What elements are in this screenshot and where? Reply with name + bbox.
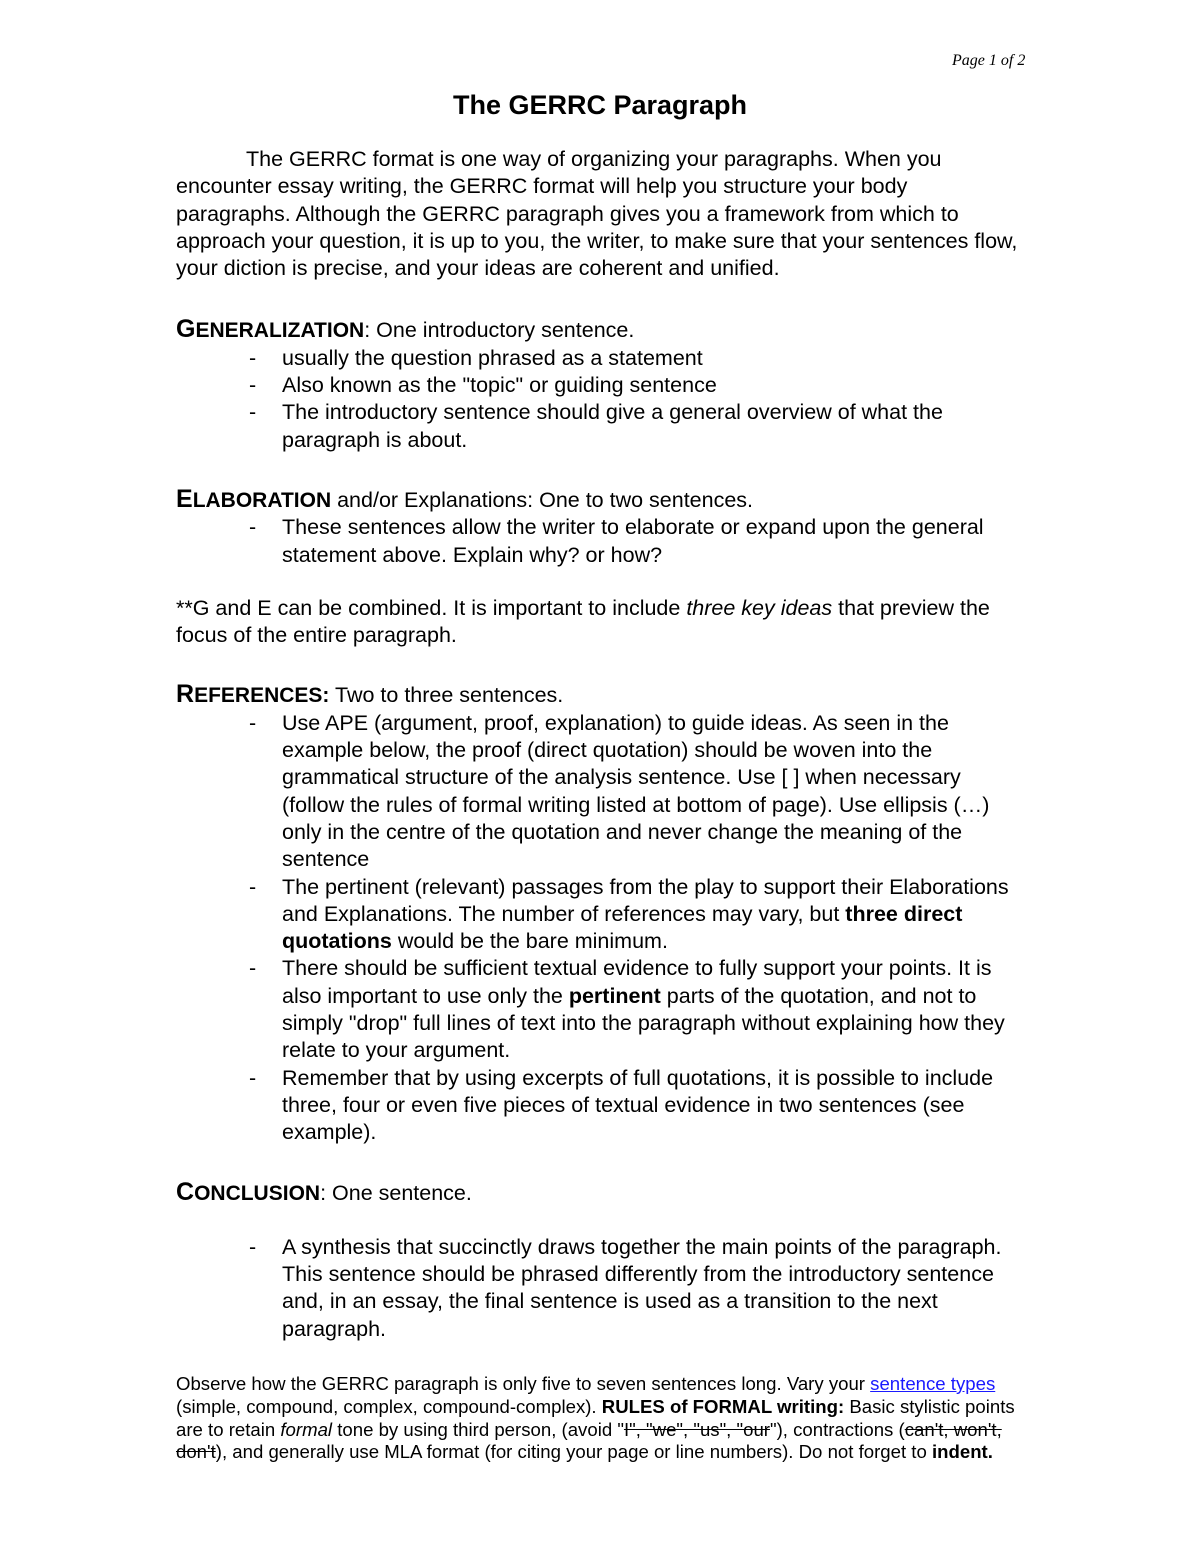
references-heading <box>176 681 1026 709</box>
rules-text: (simple, compound, complex, compound-complex). <box>176 1395 602 1417</box>
generalization-list <box>176 345 1026 454</box>
conclusion-heading <box>176 1179 1026 1207</box>
elaboration-desc: and/or Explanations: One to two sentences. <box>331 487 754 512</box>
bullet-bold: pertinent <box>568 983 661 1008</box>
bullet-text: The introductory sentence should give a general overview of what the paragraph is about. <box>282 400 943 452</box>
conclusion-desc: : One sentence. <box>320 1180 472 1205</box>
elaboration-list <box>176 514 1026 569</box>
bullet-dash: - <box>249 1065 257 1090</box>
rules-text: "), contractions ( <box>769 1418 905 1440</box>
elaboration-label: LABORATION <box>192 488 332 512</box>
document-body <box>176 146 1026 1464</box>
list-item <box>176 514 1026 569</box>
bullet-text: These sentences allow the writer to elaborate or expand upon the general statement above. Explain why? or how? <box>282 515 984 567</box>
bullet-dash: - <box>249 956 257 981</box>
indent-emphasis: indent. <box>931 1441 993 1463</box>
bullet-dash: - <box>249 515 257 540</box>
spacer <box>176 1207 1026 1234</box>
conclusion-list <box>176 1234 1026 1343</box>
bullet-text: A synthesis that succinctly draws together the main points of the paragraph. This sentence should be phrased differently from the introductory sentence and, in an essay, the final sentence is used as a transition to the next paragraph. <box>282 1234 1002 1341</box>
note-text: **G and E can be combined. It is important to include <box>176 595 687 620</box>
note-text-end: that preview the focus of the entire paragraph. <box>176 595 990 648</box>
list-item <box>176 345 1026 372</box>
conclusion-label: ONCLUSION <box>194 1181 321 1205</box>
note-emphasis: three key ideas <box>686 595 833 620</box>
combination-note <box>176 595 1026 650</box>
list-item <box>176 1234 1026 1343</box>
generalization-initial: G <box>176 315 196 344</box>
list-item <box>176 874 1026 956</box>
bullet-text-end: would be the bare minimum. <box>391 929 668 954</box>
generalization-heading <box>176 316 1026 344</box>
references-label: EFERENCES: <box>194 684 330 708</box>
generalization-desc: : One introductory sentence. <box>364 318 635 343</box>
bullet-text: The pertinent (relevant) passages from the play to support their Elaborations and Explanations. The number of references may vary, but <box>282 874 1009 926</box>
list-item <box>176 399 1026 454</box>
bullet-dash: - <box>249 874 257 899</box>
rules-text: tone by using third person, (avoid " <box>332 1418 624 1440</box>
elaboration-initial: E <box>176 484 193 513</box>
references-initial: R <box>176 680 195 709</box>
rules-heading: RULES of FORMAL writing: <box>601 1395 845 1417</box>
intro-paragraph: The GERRC format is one way of organizing your paragraphs. When you encounter essay writing, the GERRC format will help you structure your body paragraphs. Although the GERRC paragraph gives you a framework from which to approach your question, it is up to you, the writer, to make sure that your sentences flow, your diction is precise, and your ideas are coherent and unified. <box>176 147 1018 281</box>
references-list <box>176 710 1026 1147</box>
bullet-dash: - <box>249 345 257 370</box>
formal-writing-rules <box>176 1373 1026 1464</box>
list-item <box>176 955 1026 1064</box>
list-item <box>176 372 1026 399</box>
page-number: Page 1 of 2 <box>952 52 1026 69</box>
rules-text: Basic stylistic points are to retain <box>176 1395 1015 1440</box>
list-item <box>176 710 1026 874</box>
conclusion-initial: C <box>176 1177 195 1206</box>
bullet-text: Also known as the "topic" or guiding sentence <box>282 373 717 398</box>
bullet-text: There should be sufficient textual evidence to fully support your points. It is also important to use only the <box>282 956 992 1008</box>
generalization-label: ENERALIZATION <box>195 319 365 343</box>
list-item <box>176 1065 1026 1147</box>
bullet-dash: - <box>249 373 257 398</box>
struck-contractions: can't, won't, don't <box>176 1418 1002 1463</box>
bullet-dash: - <box>249 400 257 425</box>
sentence-types-link[interactable]: sentence types <box>870 1372 996 1394</box>
bullet-dash: - <box>249 1234 257 1259</box>
references-desc: Two to three sentences. <box>329 683 564 708</box>
bullet-text: Remember that by using excerpts of full quotations, it is possible to include three, four or even five pieces of textual evidence in two sentences (see example). <box>282 1065 994 1145</box>
bullet-dash: - <box>249 710 257 735</box>
rules-text: Observe how the GERRC paragraph is only five to seven sentences long. Vary your <box>176 1372 871 1394</box>
struck-pronouns: I", "we", "us", "our <box>623 1418 770 1440</box>
bullet-text-end: parts of the quotation, and not to simply "drop" full lines of text into the paragraph without explaining how they relate to your argument. <box>282 983 1005 1063</box>
formal-emphasis: formal <box>280 1418 333 1440</box>
bullet-text: usually the question phrased as a statement <box>282 345 703 370</box>
elaboration-heading <box>176 486 1026 514</box>
rules-text: ), and generally use MLA format (for citing your page or line numbers). Do not forget to <box>215 1441 932 1463</box>
bullet-bold: three direct quotations <box>282 901 963 954</box>
bullet-text: Use APE (argument, proof, explanation) to guide ideas. As seen in the example below, the proof (direct quotation) should be woven into the grammatical structure of the analysis sentence. Use [ ] when necessary (follow the rules of formal writing listed at bottom of page). Use ellipsis (…) only in the centre of the quotation and never change the meaning of the sentence <box>282 710 990 872</box>
document-title: The GERRC Paragraph <box>452 90 748 120</box>
